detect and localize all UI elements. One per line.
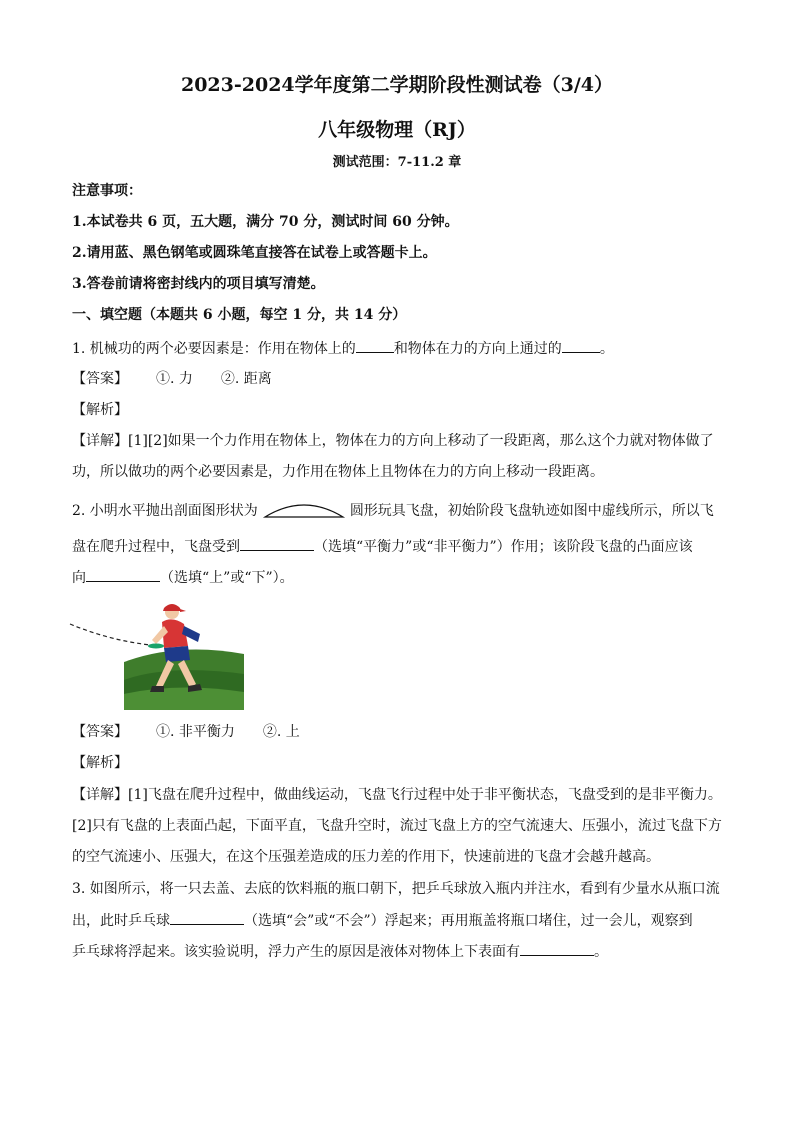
circle-1-icon: ① — [156, 724, 170, 740]
q1-answer-2: . 距离 — [234, 371, 272, 387]
q2-line1-b: 圆形玩具飞盘，初始阶段飞盘轨迹如图中虚线所示，所以飞 — [349, 503, 714, 519]
q2-line-1 — [72, 499, 732, 521]
q3-line3-a: 乒乓球将浮起来。该实验说明，浮力产生的原因是液体对物体上下表面有 — [72, 944, 520, 960]
q1-detail-line-1: 【详解】[1][2]如果一个力作用在物体上，物体在力的方向上移动了一段距离，那么这个力就对物体做了 — [72, 433, 714, 449]
section-heading: 一、填空题（本题共 6 小题，每空 1 分，共 14 分） — [72, 307, 407, 323]
frisbee-thrower-illustration — [68, 602, 244, 710]
q2-detail-line-3: 的空气流速小、压强大，在这个压强差造成的压力差的作用下，快速前进的飞盘才会越升越高。 — [72, 849, 660, 865]
q2-line3-a: 向 — [72, 570, 86, 586]
q2-detail-line-2: [2]只有飞盘的上表面凸起，下面平直，飞盘升空时，流过飞盘上方的空气流速大、压强小，流过飞盘下方 — [72, 818, 722, 834]
q1-stem — [72, 338, 732, 359]
q3-line-3 — [72, 941, 732, 962]
note-item-1: 1.本试卷共 6 页，五大题，满分 70 分，测试时间 60 分钟。 — [72, 214, 459, 230]
q3-blank-1[interactable] — [170, 910, 244, 925]
circle-1-icon: ① — [156, 371, 170, 387]
q1-answer-1: . 力 — [170, 371, 193, 387]
q2-analysis-tag: 【解析】 — [72, 755, 128, 771]
circle-2-icon: ② — [220, 371, 235, 387]
frisbee-cross-section-icon — [262, 499, 346, 521]
q3-line2-a: 出，此时乒乓球 — [72, 913, 170, 929]
q1-answer — [72, 369, 732, 389]
answer-tag: 【答案】 — [72, 724, 128, 740]
q2-line-2 — [72, 536, 732, 557]
q2-blank-1[interactable] — [240, 536, 314, 551]
q1-blank-2[interactable] — [562, 338, 600, 353]
q1-middle: 和物体在力的方向上通过的 — [393, 341, 562, 357]
q1-blank-1[interactable] — [356, 338, 394, 353]
q3-blank-2[interactable] — [520, 941, 594, 956]
q2-line-3 — [72, 567, 732, 588]
test-scope: 测试范围：7-11.2 章 — [332, 155, 462, 170]
q2-detail-line-1: 【详解】[1]飞盘在爬升过程中，做曲线运动，飞盘飞行过程中处于非平衡状态，飞盘受到的是非平衡力。 — [72, 787, 722, 803]
q1-detail-line-2: 功，所以做功的两个必要因素是，力作用在物体上且物体在力的方向上移动一段距离。 — [72, 464, 604, 480]
q2-blank-2[interactable] — [86, 567, 160, 582]
answer-tag: 【答案】 — [72, 371, 128, 387]
notes-heading: 注意事项： — [72, 183, 142, 199]
q2-line2-a: 盘在爬升过程中，飞盘受到 — [72, 539, 240, 555]
q1-analysis-tag: 【解析】 — [72, 402, 128, 418]
exam-subtitle: 八年级物理（RJ） — [318, 119, 476, 141]
q1-end: 。 — [599, 341, 614, 357]
q2-line1-a: 2. 小明水平抛出剖面图形状为 — [72, 503, 258, 519]
note-item-3: 3.答卷前请将密封线内的项目填写清楚。 — [72, 276, 325, 292]
circle-2-icon: ② — [262, 724, 277, 740]
note-item-2: 2.请用蓝、黑色钢笔或圆珠笔直接答在试卷上或答题卡上。 — [72, 245, 437, 261]
q3-line3-b: 。 — [594, 944, 608, 960]
q2-answer-2: . 上 — [276, 724, 300, 740]
q3-line2-b: （选填“会”或“不会”）浮起来；再用瓶盖将瓶口堵住，过一会儿，观察到 — [244, 913, 693, 929]
q2-answer — [72, 722, 732, 742]
exam-title: 2023-2024学年度第二学期阶段性测试卷（3/4） — [180, 74, 614, 96]
q3-line-1: 3. 如图所示，将一只去盖、去底的饮料瓶的瓶口朝下，把乒乓球放入瓶内并注水，看到有少量水从瓶口流 — [72, 881, 720, 897]
q1-prefix: 1. 机械功的两个必要因素是：作用在物体上的 — [72, 341, 356, 357]
q3-line-2 — [72, 910, 732, 931]
q2-answer-1: . 非平衡力 — [170, 724, 235, 740]
q2-line3-b: （选填“上”或“下”）。 — [160, 570, 294, 586]
q2-line2-b: （选填“平衡力”或“非平衡力”）作用；该阶段飞盘的凸面应该 — [314, 539, 693, 555]
